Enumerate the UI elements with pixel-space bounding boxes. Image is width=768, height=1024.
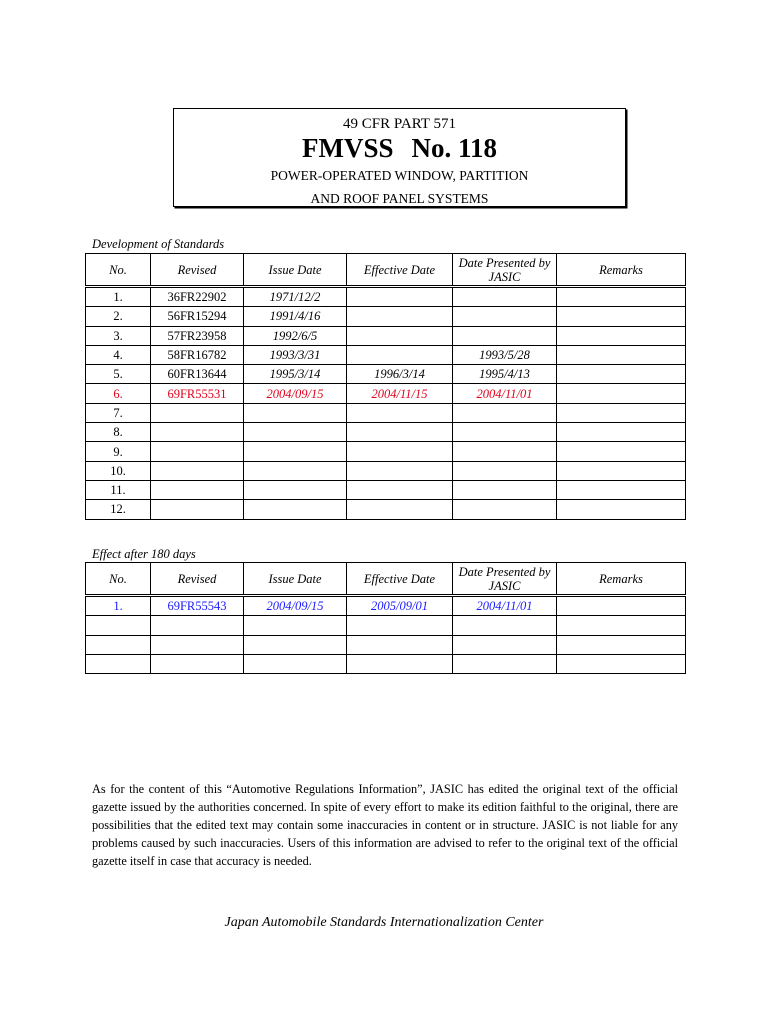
cell-remarks xyxy=(557,616,686,635)
cell-remarks xyxy=(557,596,686,616)
col-issue-date: Issue Date xyxy=(244,563,347,596)
cell-effective-date xyxy=(347,423,453,442)
cell-revised xyxy=(151,423,244,442)
cell-date-presented xyxy=(453,461,557,480)
table-header-row xyxy=(86,563,686,596)
cell-issue-date xyxy=(244,616,347,635)
col-revised: Revised xyxy=(151,563,244,596)
cell-date-presented: 2004/11/01 xyxy=(453,596,557,616)
effect-caption: Effect after 180 days xyxy=(92,547,196,561)
table-row xyxy=(86,384,686,403)
cell-date-presented xyxy=(453,654,557,673)
cell-issue-date xyxy=(244,654,347,673)
cell-no xyxy=(86,616,151,635)
subtitle-line1: POWER-OPERATED WINDOW, PARTITION xyxy=(270,168,529,183)
cell-effective-date xyxy=(347,326,453,345)
standard-number: No. 118 xyxy=(411,133,498,163)
cell-no: 4. xyxy=(86,345,151,364)
cell-effective-date: 2004/11/15 xyxy=(347,384,453,403)
table-row xyxy=(86,635,686,654)
table-row xyxy=(86,480,686,499)
cell-remarks xyxy=(557,500,686,519)
cell-no: 1. xyxy=(86,287,151,307)
cell-effective-date xyxy=(347,500,453,519)
title-box xyxy=(173,108,626,207)
cell-date-presented xyxy=(453,423,557,442)
organization-footer: Japan Automobile Standards Internationalization Center xyxy=(224,915,544,930)
col-date-presented: Date Presented by JASIC xyxy=(453,254,557,287)
col-date-presented: Date Presented by JASIC xyxy=(453,563,557,596)
cell-remarks xyxy=(557,287,686,307)
cell-no: 11. xyxy=(86,480,151,499)
table-row xyxy=(86,500,686,519)
table-row xyxy=(86,307,686,326)
cell-date-presented xyxy=(453,287,557,307)
cell-effective-date: 2005/09/01 xyxy=(347,596,453,616)
table-row xyxy=(86,287,686,307)
cell-date-presented xyxy=(453,480,557,499)
cell-issue-date: 1992/6/5 xyxy=(244,326,347,345)
cell-effective-date xyxy=(347,345,453,364)
cell-issue-date: 1995/3/14 xyxy=(244,365,347,384)
cell-revised xyxy=(151,403,244,422)
cell-revised xyxy=(151,635,244,654)
cell-date-presented xyxy=(453,326,557,345)
cell-issue-date: 2004/09/15 xyxy=(244,384,347,403)
cfr-part: 49 CFR PART 571 xyxy=(343,116,456,132)
cell-date-presented: 1993/5/28 xyxy=(453,345,557,364)
cell-revised: 36FR22902 xyxy=(151,287,244,307)
cell-revised xyxy=(151,616,244,635)
cell-revised: 60FR13644 xyxy=(151,365,244,384)
col-no: No. xyxy=(86,254,151,287)
cell-no: 2. xyxy=(86,307,151,326)
cell-no: 12. xyxy=(86,500,151,519)
fmvss-label: FMVSS xyxy=(301,133,394,163)
cell-remarks xyxy=(557,480,686,499)
cell-effective-date xyxy=(347,442,453,461)
table-header-row xyxy=(86,254,686,287)
cell-effective-date xyxy=(347,461,453,480)
cell-no xyxy=(86,654,151,673)
table-row xyxy=(86,403,686,422)
cell-date-presented xyxy=(453,500,557,519)
cell-effective-date xyxy=(347,307,453,326)
cell-effective-date xyxy=(347,635,453,654)
cell-issue-date: 1993/3/31 xyxy=(244,345,347,364)
cell-remarks xyxy=(557,461,686,480)
cell-remarks xyxy=(557,345,686,364)
cell-effective-date xyxy=(347,654,453,673)
cell-no: 7. xyxy=(86,403,151,422)
cell-effective-date xyxy=(347,287,453,307)
cell-issue-date xyxy=(244,423,347,442)
disclaimer-text: As for the content of this “Automotive Regulations Information”, JASIC has edited the original text of the official gazette issued by the authorities concerned. In spite of every effort to make its edition faithful to the original, there are possibilities that the edited text may contain some inaccuracies in content or in structure. JASIC is not liable for any problems caused by such inaccuracies. Users of this information are advised to refer to the original text of the official gazette itself in case that accuracy is needed. xyxy=(92,782,678,868)
cell-effective-date xyxy=(347,403,453,422)
cell-date-presented xyxy=(453,307,557,326)
cell-revised: 69FR55543 xyxy=(151,596,244,616)
table-row xyxy=(86,345,686,364)
cell-revised xyxy=(151,442,244,461)
cell-revised: 58FR16782 xyxy=(151,345,244,364)
col-no: No. xyxy=(86,563,151,596)
cell-date-presented xyxy=(453,635,557,654)
cell-no: 1. xyxy=(86,596,151,616)
cell-revised: 56FR15294 xyxy=(151,307,244,326)
cell-effective-date xyxy=(347,480,453,499)
col-issue-date: Issue Date xyxy=(244,254,347,287)
cell-remarks xyxy=(557,384,686,403)
cell-issue-date: 2004/09/15 xyxy=(244,596,347,616)
cell-date-presented xyxy=(453,616,557,635)
table-row xyxy=(86,616,686,635)
cell-date-presented xyxy=(453,442,557,461)
cell-issue-date xyxy=(244,635,347,654)
table-row xyxy=(86,423,686,442)
cell-effective-date: 1996/3/14 xyxy=(347,365,453,384)
development-caption: Development of Standards xyxy=(92,237,225,251)
cell-issue-date xyxy=(244,500,347,519)
cell-revised xyxy=(151,480,244,499)
table-row xyxy=(86,596,686,616)
cell-no xyxy=(86,635,151,654)
cell-date-presented: 1995/4/13 xyxy=(453,365,557,384)
standard-title xyxy=(174,133,625,164)
cell-no: 9. xyxy=(86,442,151,461)
col-effective-date: Effective Date xyxy=(347,563,453,596)
cell-remarks xyxy=(557,403,686,422)
subtitle-line2: AND ROOF PANEL SYSTEMS xyxy=(310,191,489,206)
cell-revised xyxy=(151,654,244,673)
table-row xyxy=(86,365,686,384)
table-row xyxy=(86,461,686,480)
cell-remarks xyxy=(557,442,686,461)
table-row xyxy=(86,442,686,461)
cell-effective-date xyxy=(347,616,453,635)
cell-no: 6. xyxy=(86,384,151,403)
cell-issue-date xyxy=(244,442,347,461)
cell-revised xyxy=(151,500,244,519)
col-revised: Revised xyxy=(151,254,244,287)
cell-issue-date: 1971/12/2 xyxy=(244,287,347,307)
cell-remarks xyxy=(557,307,686,326)
cell-revised xyxy=(151,461,244,480)
cell-remarks xyxy=(557,326,686,345)
cell-no: 5. xyxy=(86,365,151,384)
cell-remarks xyxy=(557,635,686,654)
cell-issue-date xyxy=(244,480,347,499)
cell-remarks xyxy=(557,654,686,673)
col-effective-date: Effective Date xyxy=(347,254,453,287)
cell-revised: 69FR55531 xyxy=(151,384,244,403)
cell-date-presented: 2004/11/01 xyxy=(453,384,557,403)
cell-no: 10. xyxy=(86,461,151,480)
effect-table xyxy=(85,562,686,674)
cell-revised: 57FR23958 xyxy=(151,326,244,345)
cell-issue-date: 1991/4/16 xyxy=(244,307,347,326)
cell-remarks xyxy=(557,423,686,442)
col-remarks: Remarks xyxy=(557,563,686,596)
table-row xyxy=(86,654,686,673)
cell-remarks xyxy=(557,365,686,384)
cell-issue-date xyxy=(244,461,347,480)
cell-no: 3. xyxy=(86,326,151,345)
development-table xyxy=(85,253,686,520)
cell-issue-date xyxy=(244,403,347,422)
col-remarks: Remarks xyxy=(557,254,686,287)
cell-no: 8. xyxy=(86,423,151,442)
cell-date-presented xyxy=(453,403,557,422)
table-row xyxy=(86,326,686,345)
